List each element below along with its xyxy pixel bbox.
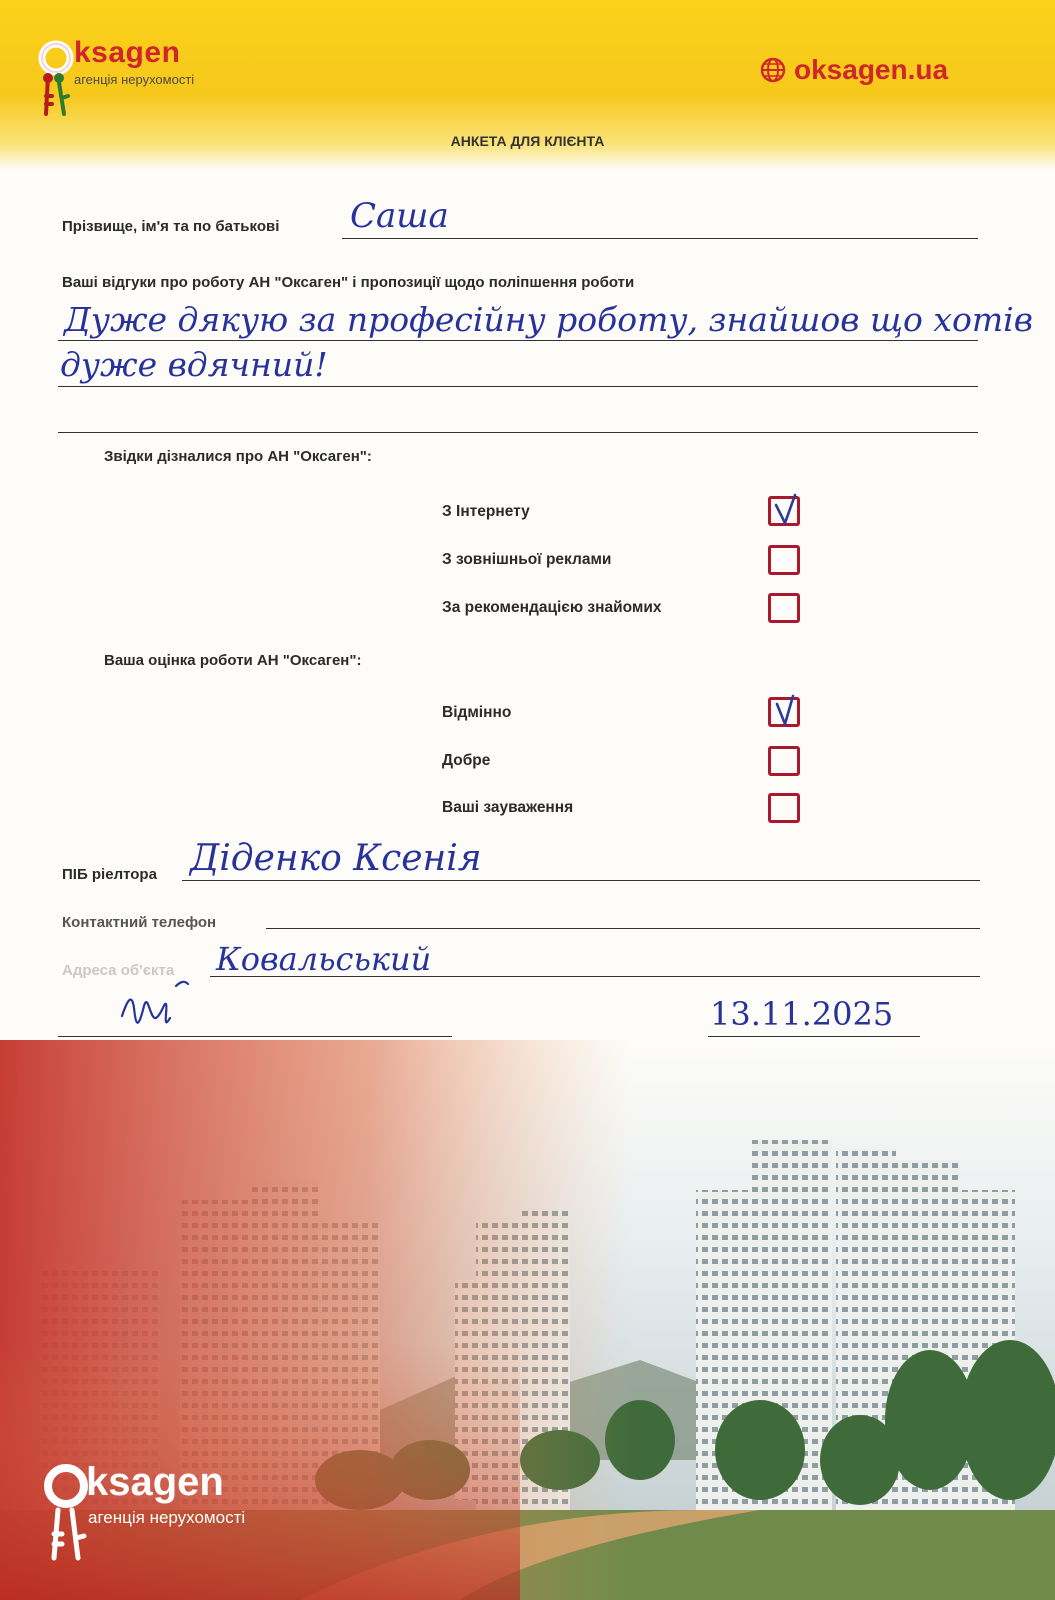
checkbox-icon[interactable] xyxy=(768,496,800,526)
option-label: Ваші зауваження xyxy=(442,799,574,816)
source-question-label: Звідки дізналися про АН "Оксаген": xyxy=(104,448,372,465)
footer-logo-tagline: агенція нерухомості xyxy=(88,1508,246,1527)
checkbox-icon[interactable] xyxy=(768,593,800,623)
globe-icon xyxy=(760,57,786,83)
feedback-line-1[interactable]: Дуже дякую за професійну роботу, знайшов що хотів xyxy=(64,300,1033,339)
realtor-value[interactable]: Діденко Ксенія xyxy=(190,838,482,879)
option-label: Добре xyxy=(442,752,491,769)
checkbox-icon[interactable] xyxy=(768,545,800,575)
signature-underline xyxy=(58,1036,452,1037)
logo-tagline: агенція нерухомості xyxy=(74,72,195,87)
realtor-underline xyxy=(182,880,980,881)
feedback-underline-3 xyxy=(58,432,978,433)
check-mark-icon xyxy=(773,694,803,730)
option-label: Відмінно xyxy=(442,704,512,721)
footer-logo xyxy=(38,1460,298,1570)
checkbox-icon[interactable] xyxy=(768,793,800,823)
address-value[interactable]: Ковальський xyxy=(216,940,432,978)
feedback-label: Ваші відгуки про роботу АН "Оксаген" і пропозиції щодо поліпшення роботи xyxy=(62,274,635,291)
footer-logo-wordmark: ksagen xyxy=(86,1460,224,1504)
name-value[interactable]: Саша xyxy=(350,196,449,236)
signature-scribble xyxy=(110,978,220,1040)
checkbox-icon[interactable] xyxy=(768,746,800,776)
rating-question-label: Ваша оцінка роботи АН "Оксаген": xyxy=(104,652,362,669)
phone-label: Контактний телефон xyxy=(62,914,217,931)
option-label: З Інтернету xyxy=(442,503,530,520)
header-band xyxy=(0,0,1055,170)
checkbox-icon[interactable] xyxy=(768,697,800,727)
feedback-line-2[interactable]: дуже вдячний! xyxy=(60,345,328,384)
name-underline xyxy=(342,238,978,239)
name-label: Прізвище, ім'я та по батькові xyxy=(62,218,280,235)
website-url: oksagen.ua xyxy=(794,54,949,85)
check-mark-icon xyxy=(773,493,803,529)
realtor-label: ПІБ ріелтора xyxy=(62,866,157,883)
website-link[interactable] xyxy=(760,54,948,86)
logo-wordmark: ksagen xyxy=(74,36,181,69)
form-title: АНКЕТА ДЛЯ КЛІЄНТА xyxy=(450,133,605,149)
feedback-underline-1 xyxy=(58,340,978,341)
date-underline xyxy=(708,1036,920,1037)
feedback-underline-2 xyxy=(58,386,978,387)
option-label: З зовнішньої реклами xyxy=(442,551,612,568)
phone-underline xyxy=(266,928,980,929)
oksagen-logo xyxy=(38,36,238,126)
option-label: За рекомендацією знайомих xyxy=(442,599,662,616)
date-value[interactable]: 13.11.2025 xyxy=(710,995,894,1033)
keys-logo-icon xyxy=(38,36,78,126)
address-label: Адреса об'єкта xyxy=(62,962,175,979)
